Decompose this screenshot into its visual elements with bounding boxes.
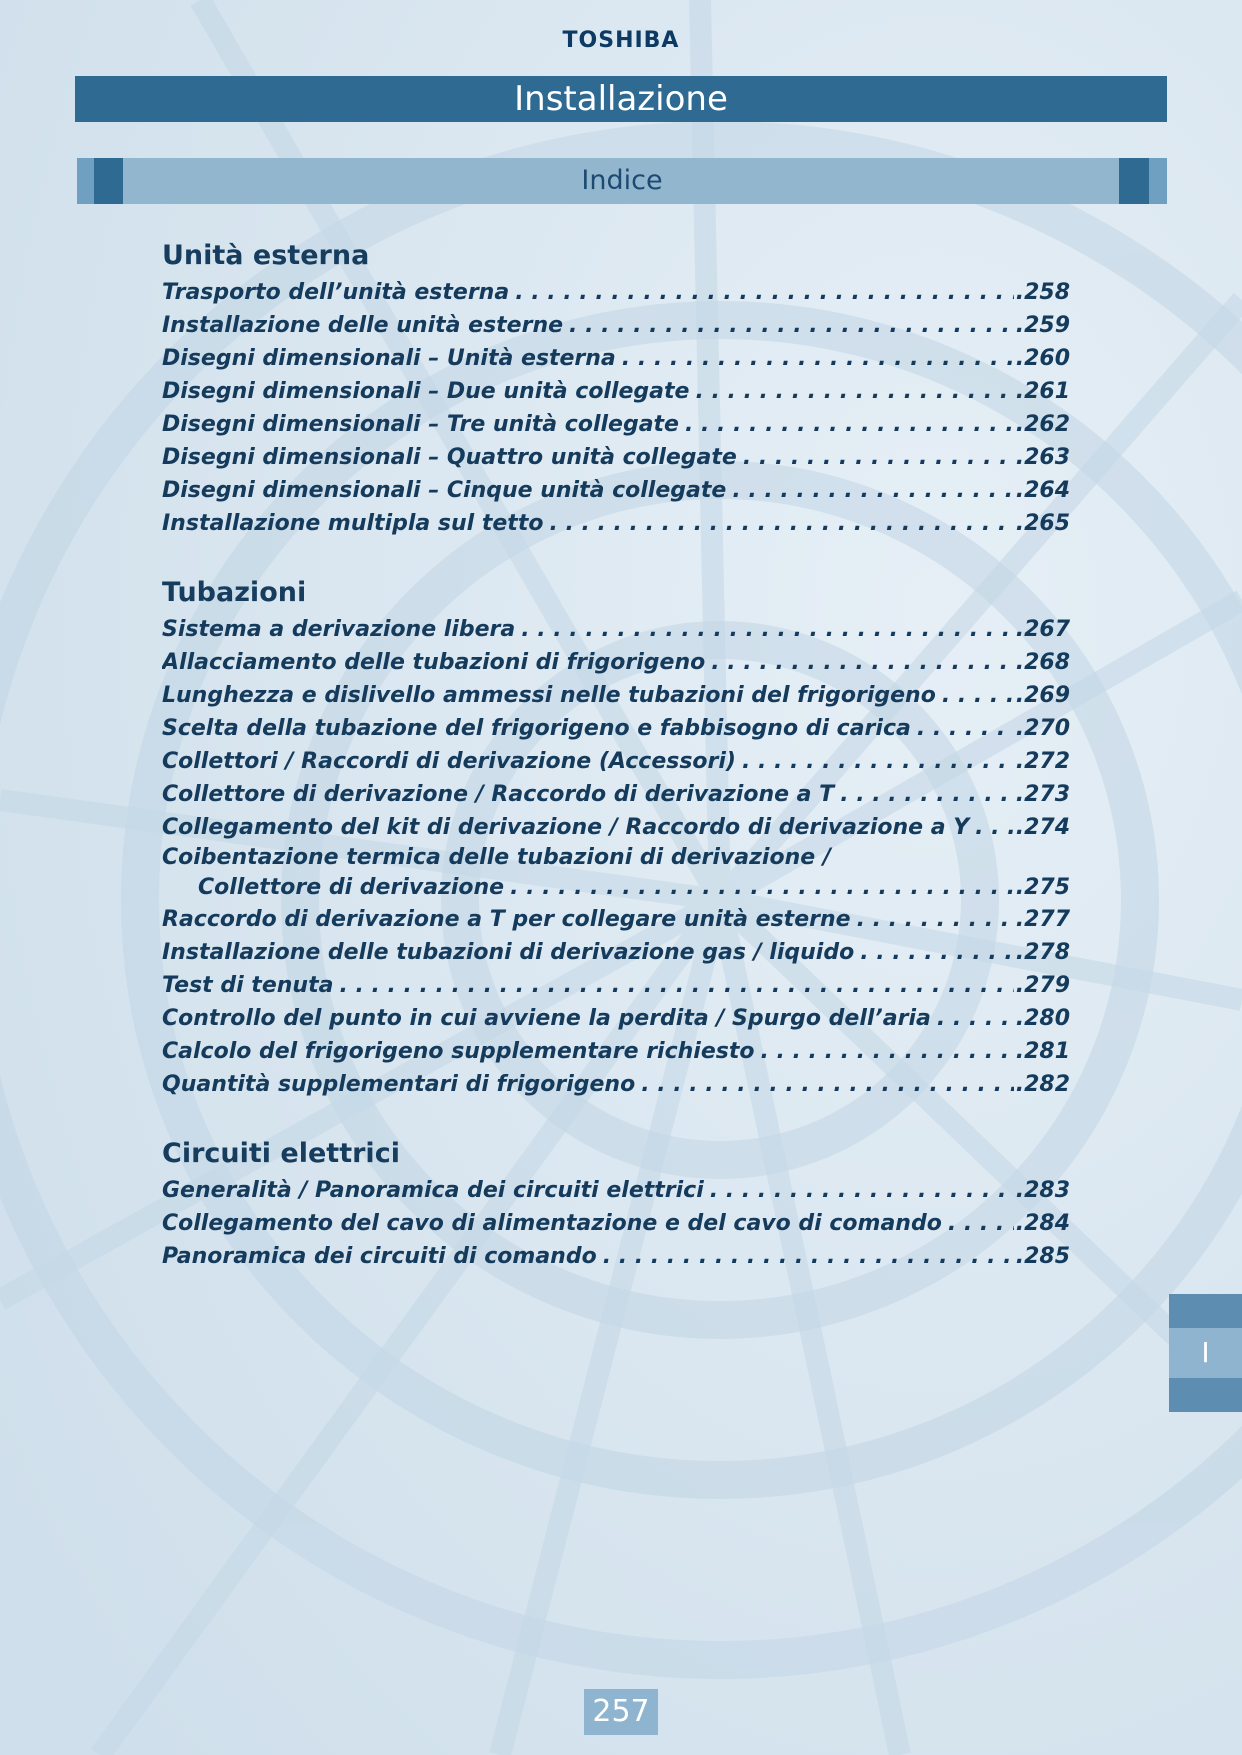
toc-entry-label: Calcolo del frigorigeno supplementare richiesto — [162, 1039, 755, 1064]
toc-entry-page: .280 — [1015, 1006, 1070, 1031]
toc-entry-page: .284 — [1015, 1211, 1070, 1236]
toc-entry[interactable] — [162, 1068, 1070, 1101]
side-index-tab[interactable] — [1169, 1294, 1242, 1412]
brand-logo: TOSHIBA — [562, 28, 680, 53]
dot-leader — [860, 936, 1014, 969]
toc-entry-page: .269 — [1015, 683, 1070, 708]
toc-entry-page: .285 — [1015, 1244, 1070, 1269]
toc-entry-label: Trasporto dell’unità esterna — [162, 280, 510, 305]
toc-entry-label: Lunghezza e dislivello ammessi nelle tubazioni del frigorigeno — [162, 683, 936, 708]
dot-leader — [711, 646, 1013, 679]
dot-leader — [761, 1035, 1014, 1068]
toc-entry[interactable] — [162, 276, 1070, 309]
dot-leader — [857, 903, 1014, 936]
toc-entry-page: .267 — [1015, 617, 1070, 642]
dot-leader — [695, 375, 1013, 408]
dot-leader — [742, 745, 1014, 778]
toc-entry-page: .273 — [1015, 782, 1070, 807]
toc-entry-label: Disegni dimensionali – Unità esterna — [162, 346, 616, 371]
toc-entry[interactable] — [162, 474, 1070, 507]
toc-entry-label: Installazione delle unità esterne — [162, 313, 564, 338]
toc-entry[interactable] — [162, 342, 1070, 375]
toc-entry[interactable] — [162, 613, 1070, 646]
toc-entry[interactable] — [162, 936, 1070, 969]
toc-entry-label: Disegni dimensionali – Due unità collegate — [162, 379, 690, 404]
toc-entry[interactable] — [162, 969, 1070, 1002]
dot-leader — [515, 276, 1014, 309]
toc-entry[interactable] — [162, 507, 1070, 540]
toc-entry-label: Collegamento del kit di derivazione / Raccordo di derivazione a Y — [162, 815, 970, 840]
toc-entry-page: .264 — [1015, 478, 1070, 503]
toc-entry-label: Installazione multipla sul tetto — [162, 511, 544, 536]
toc-entry-label: Disegni dimensionali – Quattro unità collegate — [162, 445, 737, 470]
toc-entry-label: Allacciamento delle tubazioni di frigorigeno — [162, 650, 706, 675]
toc-entry-page: .274 — [1015, 815, 1070, 840]
toc-section-circuiti-elettrici — [162, 1134, 1070, 1273]
dot-leader — [603, 1240, 1014, 1273]
toc-entry[interactable] — [162, 811, 1070, 844]
toc-entry-label: Raccordo di derivazione a T per collegare unità esterne — [162, 907, 851, 932]
toc-entry-label: Collegamento del cavo di alimentazione e del cavo di comando — [162, 1211, 942, 1236]
toc-entry-page: .268 — [1015, 650, 1070, 675]
toc-entry-page: .282 — [1015, 1072, 1070, 1097]
toc-entry-label: Test di tenuta — [162, 973, 334, 998]
dot-leader — [569, 309, 1014, 342]
toc-entry[interactable] — [162, 1002, 1070, 1035]
dot-leader — [975, 811, 1014, 844]
toc-entry-label: Collettori / Raccordi di derivazione (Accessori) — [162, 749, 736, 774]
dot-leader — [549, 507, 1013, 540]
toc-entry[interactable] — [162, 441, 1070, 474]
toc-entry-label: Generalità / Panoramica dei circuiti elettrici — [162, 1178, 704, 1203]
toc-entry[interactable] — [162, 309, 1070, 342]
dot-leader — [685, 408, 1014, 441]
toc-entry-page: .281 — [1015, 1039, 1070, 1064]
dot-leader — [732, 474, 1013, 507]
toc-entry-page: .270 — [1015, 716, 1070, 741]
toc-entry-label: Panoramica dei circuiti di comando — [162, 1244, 597, 1269]
toc-entry[interactable] — [162, 1207, 1070, 1240]
toc-entry-label: Quantità supplementari di frigorigeno — [162, 1072, 636, 1097]
toc-entry-label: Disegni dimensionali – Tre unità collegate — [162, 412, 679, 437]
toc-entry-page: .277 — [1015, 907, 1070, 932]
toc-section-unita-esterna — [162, 236, 1070, 540]
toc-entry[interactable] — [162, 375, 1070, 408]
table-of-contents — [162, 236, 1070, 1273]
toc-entry[interactable] — [162, 844, 1070, 903]
section-title: Tubazioni — [162, 577, 307, 608]
toc-entry-label-continued: Collettore di derivazione — [198, 875, 505, 900]
toc-entry-label: Installazione delle tubazioni di derivazione gas / liquido — [162, 940, 855, 965]
dot-leader — [948, 1207, 1014, 1240]
toc-entry-page: .258 — [1015, 280, 1070, 305]
toc-entry-page: .272 — [1015, 749, 1070, 774]
toc-section-tubazioni — [162, 573, 1070, 1101]
page-title: Installazione — [514, 79, 728, 119]
toc-entry[interactable] — [162, 778, 1070, 811]
toc-entry-page: .263 — [1015, 445, 1070, 470]
dot-leader — [942, 679, 1014, 712]
toc-entry-label: Sistema a derivazione libera — [162, 617, 516, 642]
dot-leader — [840, 778, 1014, 811]
toc-entry-page: .279 — [1015, 973, 1070, 998]
toc-entry-label: Controllo del punto in cui avviene la perdita / Spurgo dell’aria — [162, 1006, 931, 1031]
toc-entry[interactable] — [162, 679, 1070, 712]
toc-entry[interactable] — [162, 408, 1070, 441]
toc-entry-page: .260 — [1015, 346, 1070, 371]
toc-entry-page: .283 — [1015, 1178, 1070, 1203]
toc-entry[interactable] — [162, 1035, 1070, 1068]
section-title: Circuiti elettrici — [162, 1138, 400, 1169]
dot-leader — [743, 441, 1014, 474]
subtitle-bar — [77, 158, 1167, 204]
subtitle-bar-right-cap — [1119, 158, 1167, 204]
dot-leader — [339, 969, 1013, 1002]
toc-entry-page: .262 — [1015, 412, 1070, 437]
section-subtitle: Indice — [581, 165, 663, 196]
toc-entry[interactable] — [162, 745, 1070, 778]
toc-entry[interactable] — [162, 712, 1070, 745]
toc-entry-label: Scelta della tubazione del frigorigeno e fabbisogno di carica — [162, 716, 911, 741]
toc-entry-label: Coibentazione termica delle tubazioni di derivazione / — [162, 845, 831, 870]
toc-entry-page: .265 — [1015, 511, 1070, 536]
page-number: 257 — [584, 1689, 658, 1735]
dot-leader — [521, 613, 1013, 646]
dot-leader — [641, 1068, 1014, 1101]
dot-leader — [917, 712, 1014, 745]
toc-entry-label: Collettore di derivazione / Raccordo di derivazione a T — [162, 782, 835, 807]
dot-leader — [622, 342, 1014, 375]
toc-entry-page: .259 — [1015, 313, 1070, 338]
dot-leader — [510, 872, 1014, 903]
toc-entry-page: .261 — [1015, 379, 1070, 404]
dot-leader — [710, 1174, 1014, 1207]
toc-entry-page: .278 — [1015, 940, 1070, 965]
title-bar — [75, 76, 1167, 122]
section-title: Unità esterna — [162, 240, 370, 271]
toc-entry[interactable] — [162, 1174, 1070, 1207]
toc-entry[interactable] — [162, 1240, 1070, 1273]
toc-entry[interactable] — [162, 646, 1070, 679]
toc-entry-page: .275 — [1015, 875, 1070, 900]
dot-leader — [937, 1002, 1014, 1035]
toc-entry[interactable] — [162, 903, 1070, 936]
toc-entry-label: Disegni dimensionali – Cinque unità collegate — [162, 478, 727, 503]
side-tab-letter: I — [1201, 1336, 1210, 1369]
